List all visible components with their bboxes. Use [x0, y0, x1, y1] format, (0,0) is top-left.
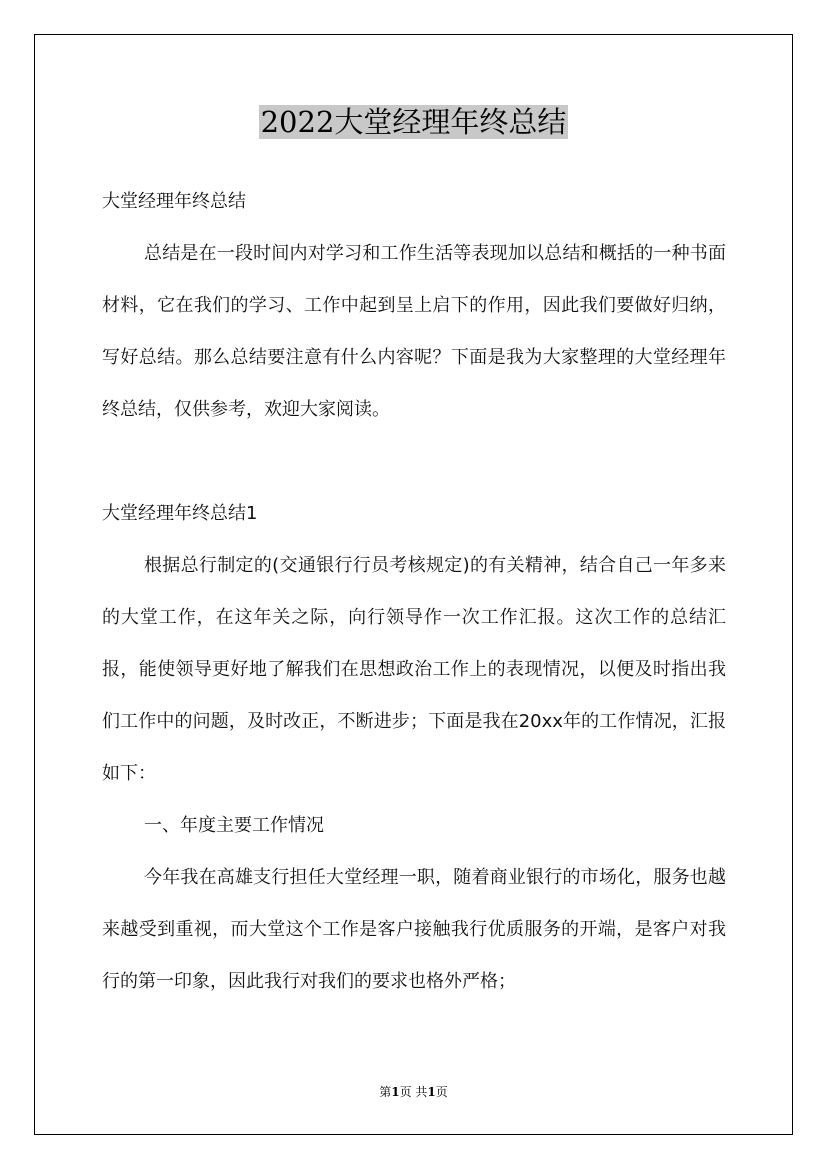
section-paragraph-2: 今年我在高雄支行担任大堂经理一职，随着商业银行的市场化，服务也越来越受到重视，而大堂这个工作是客户接触我行优质服务的开端，是客户对我行的第一印象，因此我行对我们的要求也格外严格； [102, 867, 726, 992]
footer-prefix: 第 [379, 1085, 392, 1099]
document-body [102, 176, 726, 1008]
section-heading: 大堂经理年终总结1 [102, 503, 258, 524]
subtitle: 大堂经理年终总结 [102, 191, 246, 212]
footer-suffix: 页 [435, 1085, 448, 1099]
document-title [0, 100, 827, 141]
footer-page-number: 1 [391, 1085, 400, 1099]
title-text: 2022大堂经理年终总结 [260, 105, 567, 139]
spacer [102, 436, 726, 488]
section-paragraph: 根据总行制定的(交通银行行员考核规定)的有关精神，结合自己一年多来的大堂工作，在这年关之际，向行领导作一次工作汇报。这次工作的总结汇报，能使领导更好地了解我们在思想政治工作上的表现情况，以便及时指出我们工作中的问题，及时改正，不断进步；下面是我在20xx年的工作情况，汇报如下： [102, 555, 726, 784]
sub-heading: 一、年度主要工作情况 [144, 815, 324, 836]
page-footer [0, 1083, 827, 1100]
intro-paragraph: 总结是在一段时间内对学习和工作生活等表现加以总结和概括的一种书面材料，它在我们的学习、工作中起到呈上启下的作用，因此我们要做好归纳，写好总结。那么总结要注意有什么内容呢？下面是我为大家整理的大堂经理年终总结，仅供参考，欢迎大家阅读。 [102, 243, 726, 420]
footer-page-total: 1 [427, 1085, 436, 1099]
footer-mid: 页 共 [399, 1085, 428, 1099]
